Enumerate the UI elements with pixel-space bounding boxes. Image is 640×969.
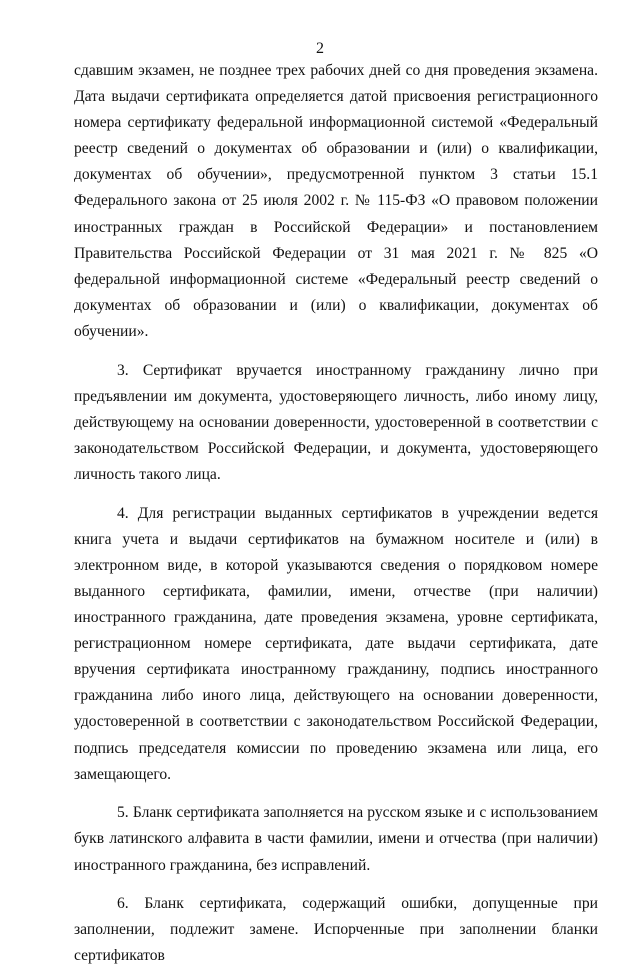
paragraph-4-registration-book: 4. Для регистрации выданных сертификатов в учреждении ведется книга учета и выдачи сертификатов на бумажном носителе и (или) в электронном виде, в которой указываются сведения о порядковом номере выданного сертификата, фамилии, имени, отчестве (при наличии) иностранного гражданина, дате проведения экзамена, уровне сертификата, регистрационном номере сертификата, дате выдачи сертификата, дате вручения сертификата иностранному гражданину, подпись иностранного гражданина либо иного лица, действующего на основании доверенности, удостоверенной в соответствии с законодательством Российской Федерации, подпись председателя комиссии по проведению экзамена или лица, его замещающего. [74, 504, 598, 783]
paragraph-6-form-replacement: 6. Бланк сертификата, содержащий ошибки, допущенные при заполнении, подлежит замене. Испорченные при заполнении бланки сертификатов [74, 895, 598, 965]
page-number: 2 [316, 40, 324, 57]
paragraph-3-certificate-handover: 3. Сертификат вручается иностранному гражданину лично при предъявлении им документа, удостоверяющего личность, либо иному лицу, действующему на основании доверенности, удостоверенной в соответствии с законодательством Российской Федерации, и документа, удостоверяющего личность такого лица. [74, 361, 598, 483]
document-body [74, 58, 598, 969]
paragraph-5-form-filling: 5. Бланк сертификата заполняется на русском языке и с использованием букв латинского алфавита в части фамилии, имени и отчества (при наличии) иностранного гражданина, без исправлений. [74, 804, 598, 874]
paragraph-certificate-issue-date: сдавшим экзамен, не позднее трех рабочих дней со дня проведения экзамена. Дата выдачи сертификата определяется датой присвоения регистрационного номера сертификату федеральной информационной системой «Федеральный реестр сведений о документах об образовании и (или) о квалификации, документах об обучении», предусмотренной пунктом 3 статьи 15.1 Федерального закона от 25 июля 2002 г. № 115-ФЗ «О правовом положении иностранных граждан в Российской Федерации» и постановлением Правительства Российской Федерации от 31 мая 2021 г. № 825 «О федеральной информационной системе «Федеральный реестр сведений о документах об образовании и (или) о квалификации, документах об обучении». [74, 62, 598, 340]
